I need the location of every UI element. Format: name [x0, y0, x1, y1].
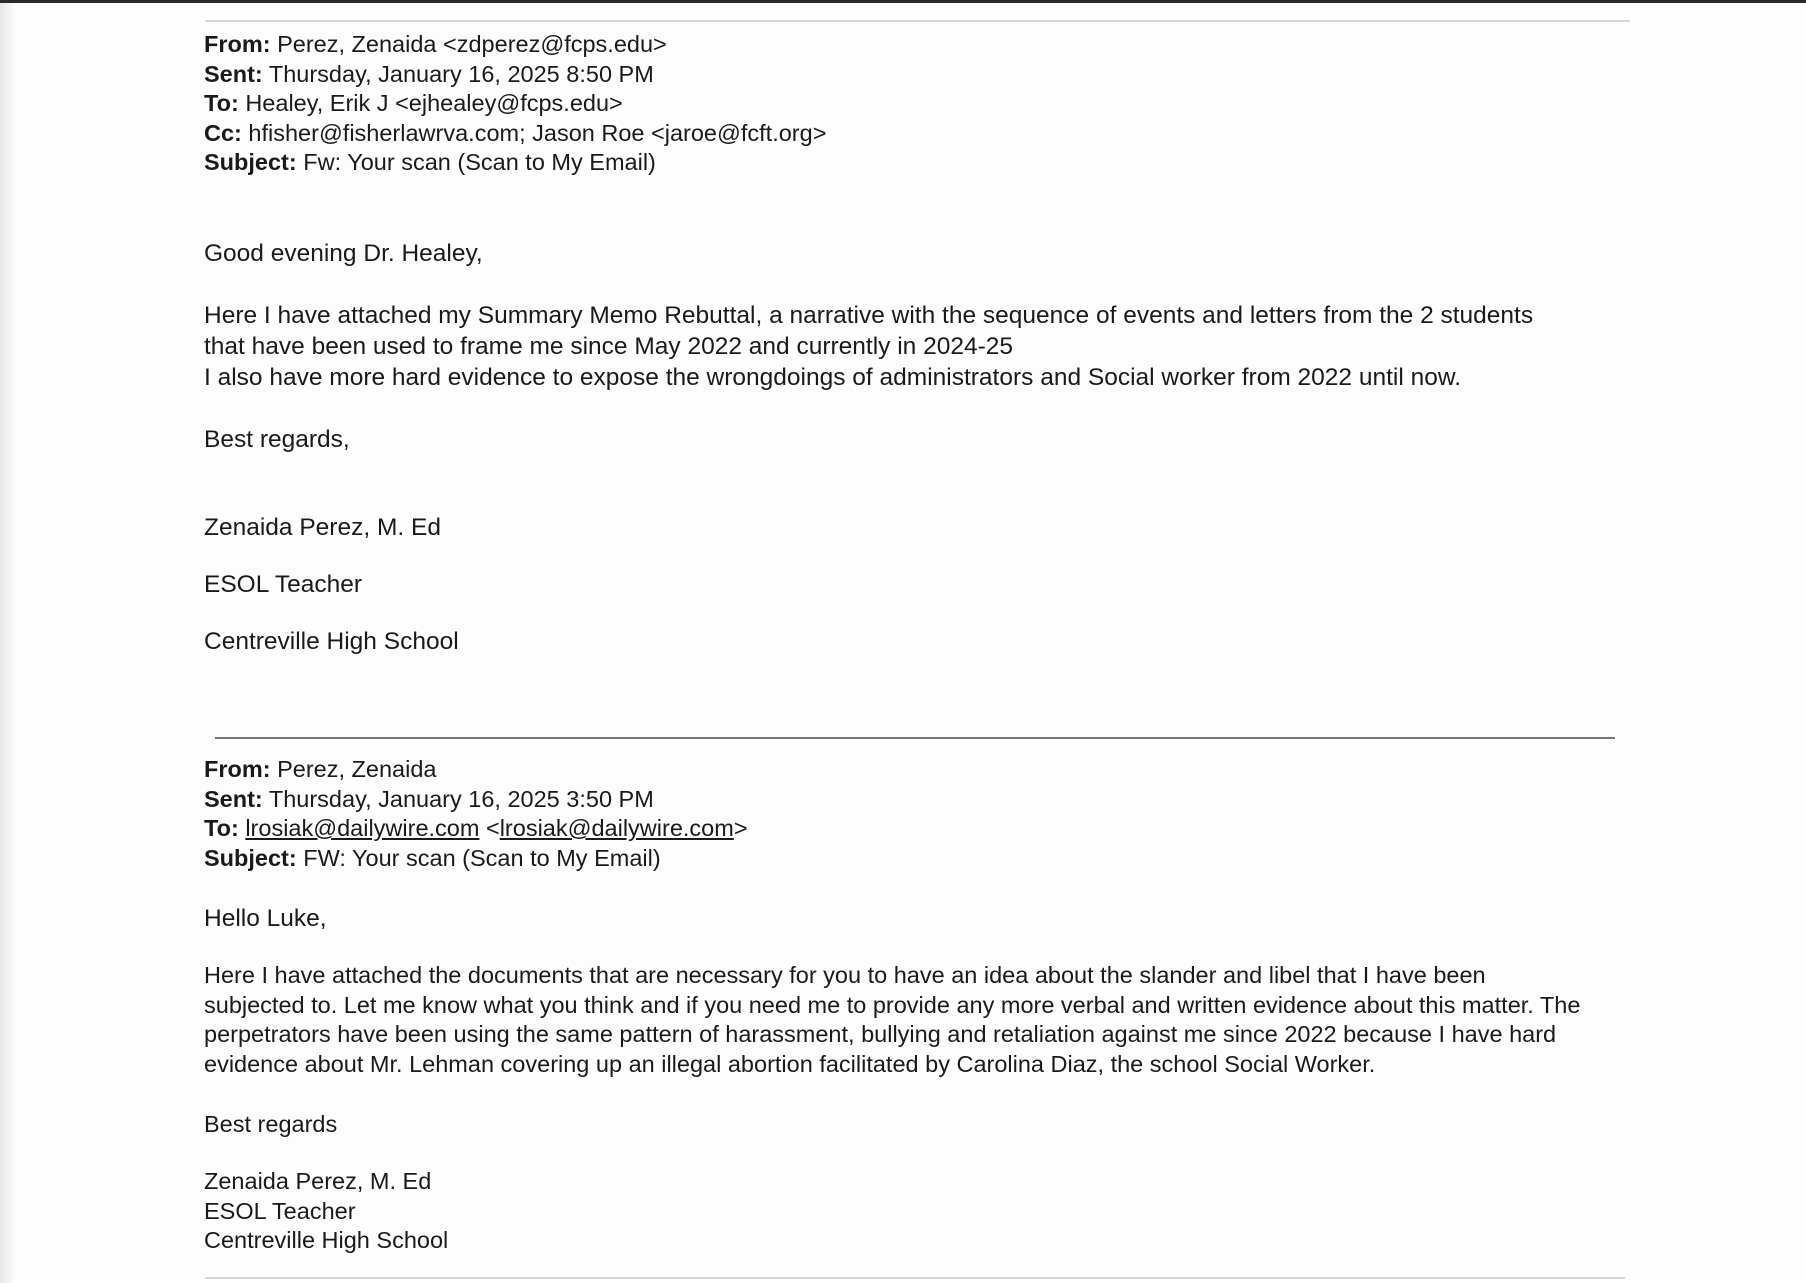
email2-body	[204, 961, 1580, 1079]
email2-sig-name: Zenaida Perez, M. Ed	[204, 1168, 432, 1194]
email1-greeting: Good evening Dr. Healey,	[204, 240, 483, 267]
email1-body	[204, 300, 1533, 393]
email2-subject-line	[204, 844, 748, 874]
email1-body-line: that have been used to frame me since May 2022 and currently in 2024-25	[204, 333, 1013, 360]
email-separator	[215, 737, 1615, 739]
email2-sig-title: ESOL Teacher	[204, 1197, 356, 1224]
page-edge-shadow	[0, 3, 14, 1283]
to-email-link[interactable]: lrosiak@dailywire.com	[245, 815, 480, 841]
email2-closing: Best regards	[204, 1111, 338, 1137]
email1-header	[204, 30, 826, 178]
email1-to-line	[204, 89, 826, 119]
subject-label: Subject:	[204, 149, 297, 175]
to-email-link[interactable]: lrosiak@dailywire.com	[499, 815, 734, 841]
from-value: Perez, Zenaida	[277, 756, 437, 782]
email2-body-line: evidence about Mr. Lehman covering up an illegal abortion facilitated by Carolina Diaz, the school Social Worker.	[204, 1050, 1376, 1077]
cc-label: Cc:	[204, 119, 242, 146]
email1-sig-school: Centreville High School	[204, 628, 459, 655]
email2-body-line: Here I have attached the documents that are necessary for you to have an idea about the slander and libel that I have been	[204, 962, 1486, 988]
email2-sig-school: Centreville High School	[204, 1227, 449, 1253]
email2-signature	[204, 1167, 448, 1256]
to-separator: >	[733, 815, 748, 841]
to-label: To:	[204, 90, 239, 116]
email1-body-line: Here I have attached my Summary Memo Rebuttal, a narrative with the sequence of events and letters from the 2 students	[204, 302, 1534, 329]
email2-to-line	[204, 814, 748, 844]
to-value: Healey, Erik J <ejhealey@fcps.edu>	[245, 90, 623, 116]
from-label: From:	[204, 31, 271, 57]
email2-sent-line	[204, 785, 748, 815]
from-label: From:	[204, 756, 271, 782]
from-value: Perez, Zenaida <zdperez@fcps.edu>	[277, 31, 667, 57]
email1-cc-line	[204, 119, 826, 149]
sent-label: Sent:	[204, 785, 263, 812]
subject-value: FW: Your scan (Scan to My Email)	[303, 844, 661, 871]
email2-greeting: Hello Luke,	[204, 905, 327, 932]
sent-value: Thursday, January 16, 2025 3:50 PM	[268, 785, 654, 812]
subject-label: Subject:	[204, 844, 297, 871]
subject-value: Fw: Your scan (Scan to My Email)	[303, 149, 656, 175]
top-divider	[205, 20, 1630, 22]
email2-header	[204, 755, 748, 873]
email1-sig-title: ESOL Teacher	[204, 571, 362, 598]
to-label: To:	[204, 815, 239, 841]
email1-closing: Best regards,	[204, 426, 350, 453]
cc-value: hfisher@fisherlawrva.com; Jason Roe <jaroe@fcft.org>	[248, 119, 827, 146]
email1-sig-name: Zenaida Perez, M. Ed	[204, 514, 441, 541]
bottom-divider	[205, 1277, 1625, 1279]
email2-from-line	[204, 755, 748, 785]
to-separator: <	[479, 815, 500, 841]
sent-value: Thursday, January 16, 2025 8:50 PM	[268, 60, 654, 87]
email1-body-line: I also have more hard evidence to expose the wrongdoings of administrators and Social worker from 2022 until now.	[204, 364, 1462, 391]
email1-from-line	[204, 30, 826, 60]
sent-label: Sent:	[204, 60, 263, 87]
email2-body-line: subjected to. Let me know what you think and if you need me to provide any more verbal and written evidence about this matter. The	[204, 991, 1581, 1018]
email1-subject-line	[204, 148, 826, 178]
email1-sent-line	[204, 60, 826, 90]
email2-body-line: perpetrators have been using the same pattern of harassment, bullying and retaliation against me since 2022 because I have hard	[204, 1021, 1557, 1047]
